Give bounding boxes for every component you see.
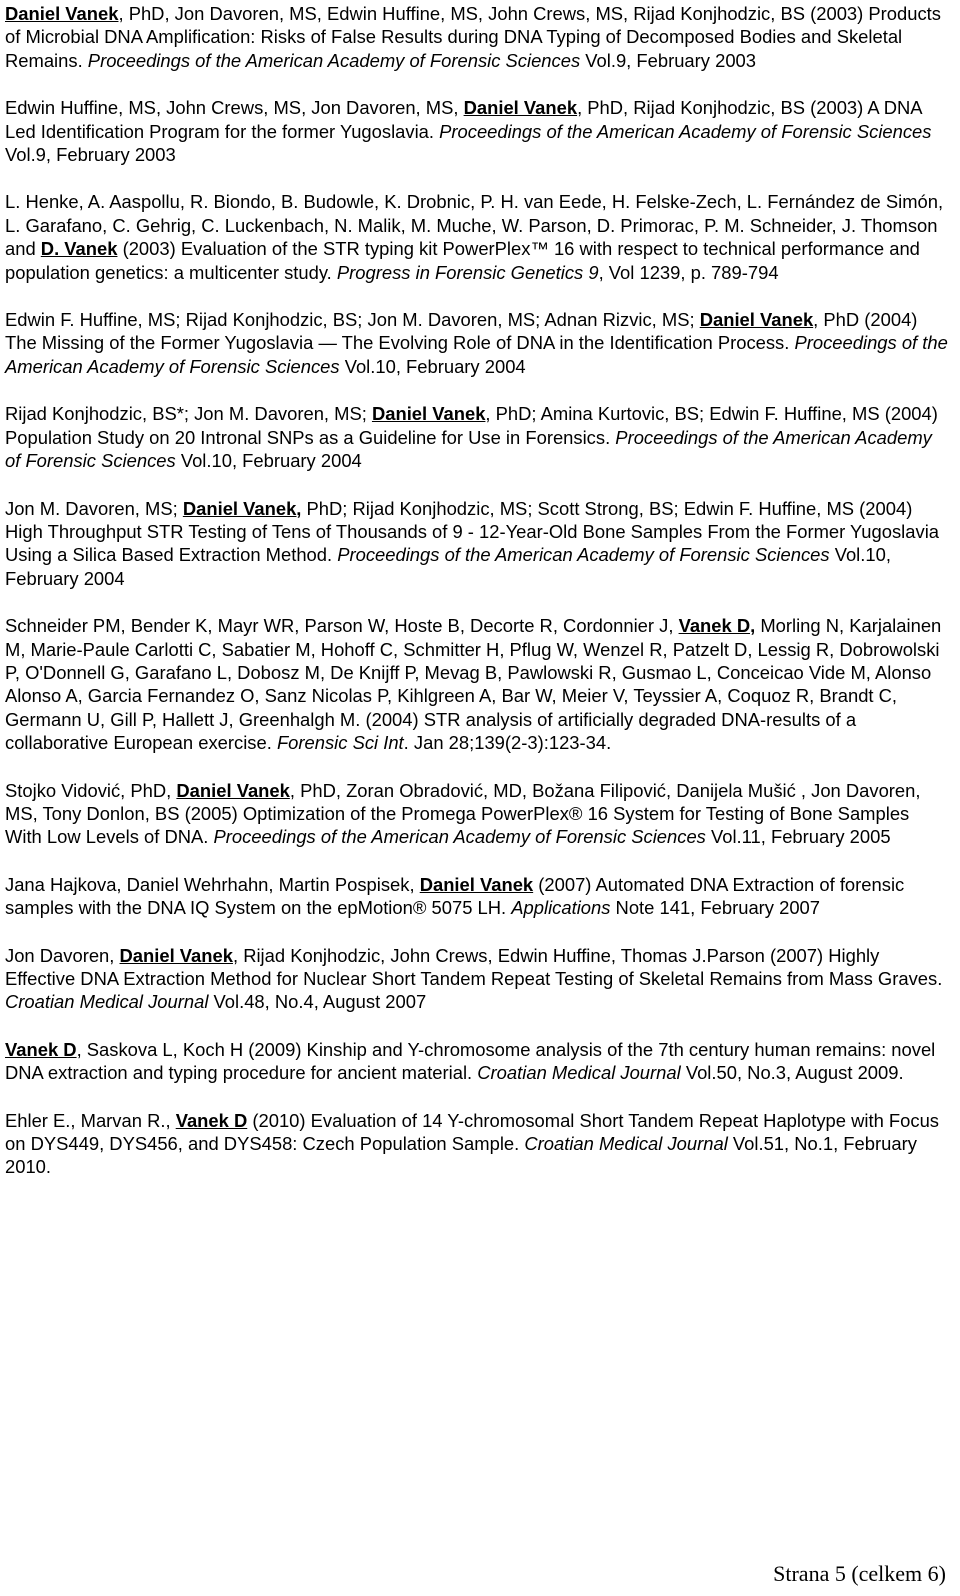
reference-segment: (2010) Evaluation of 14 Y-chromosomal Short Tandem Repeat Haplotype with Focus on DYS449, DYS456, and DYS458: Czech Population Sample.: [5, 1109, 939, 1155]
reference-segment: Jana Hajkova, Daniel Wehrhahn, Martin Pospisek,: [5, 873, 420, 895]
reference-segment: Edwin Huffine, MS, John Crews, MS, Jon Davoren, MS,: [5, 97, 464, 119]
reference-segment: . Jan 28;139(2-3):123-34.: [403, 732, 612, 754]
reference-segment: , PhD, Jon Davoren, MS, Edwin Huffine, MS, John Crews, MS, Rijad Konjhodzic, BS (2003) Products of Microbial DNA Amplification: Risks of False Results during DNA Typing of Decomposed Bodies and Skeletal Remains.: [5, 3, 941, 71]
journal-title: Progress in Forensic Genetics 9: [336, 261, 599, 283]
journal-title: Croatian Medical Journal: [5, 991, 209, 1013]
reference-item: [5, 497, 950, 591]
reference-segment: , Rijad Konjhodzic, John Crews, Edwin Huffine, Thomas J.Parson (2007) Highly Effective DNA Extraction Method for Nuclear Short Tandem Repeat Testing of Skeletal Remains from Mass Graves.: [5, 944, 943, 989]
author-highlight: Daniel Vanek: [371, 403, 486, 425]
author-highlight: Daniel Vanek: [119, 944, 233, 966]
reference-segment: , Saskova L, Koch H (2009) Kinship and Y-chromosome analysis of the 7th century human remains: novel DNA extraction and typing procedure for ancient material.: [5, 1038, 936, 1084]
reference-segment: L. Henke, A. Aaspollu, R. Biondo, B. Budowle, K. Drobnic, P. H. van Eede, H. Felske-Zech, L. Fernández de Simón, L. Garafano, C. Gehrig, C. Luckenbach, N. Malik, M. Muche, W. Parson, D. Primorac, P. M. Schneider, J. Thomson and: [5, 191, 944, 260]
journal-title: Proceedings of the American Academy of Forensic Sciences: [87, 49, 581, 71]
reference-segment: , PhD, Zoran Obradović, MD, Božana Filipović, Danijela Mušić , Jon Davoren, MS, Tony Donlon, BS (2005) Optimization of the Promega PowerPlex® 16 System for Testing of Bone Samples With Low Levels of DNA.: [5, 779, 921, 848]
reference-segment: Daniel Vanek: [5, 3, 119, 24]
reference-item: [5, 308, 950, 378]
reference-segment: Vol.10, February 2004: [5, 544, 891, 589]
reference-segment: Ehler E., Marvan R.,: [5, 1109, 176, 1131]
reference-segment: Stojko Vidović, PhD,: [5, 779, 177, 801]
reference-item: [5, 779, 950, 849]
reference-segment: , PhD (2004) The Missing of the Former Yugoslavia — The Evolving Role of DNA in the Identification Process.: [5, 309, 918, 354]
journal-title: Croatian Medical Journal: [477, 1062, 681, 1084]
reference-item: [5, 402, 950, 472]
reference-segment: Schneider PM, Bender K, Mayr WR, Parson W, Hoste B, Decorte R, Cordonnier J,: [5, 615, 679, 637]
journal-title: Croatian Medical Journal: [524, 1133, 728, 1155]
reference-item: [5, 614, 950, 754]
author-highlight: Daniel Vanek,: [182, 497, 302, 519]
author-highlight: Vanek D: [5, 1038, 77, 1060]
journal-title: Proceedings of the American Academy of Forensic Sciences: [213, 826, 706, 848]
reference-segment: Vol.48, No.4, August 2007: [208, 991, 427, 1013]
journal-title: Proceedings of the American Academy of Forensic Sciences: [439, 120, 932, 142]
page-number-footer: Strana 5 (celkem 6): [773, 1561, 946, 1586]
reference-segment: Edwin F. Huffine, MS; Rijad Konjhodzic, BS; Jon M. Davoren, MS; Adnan Rizvic, MS;: [5, 309, 700, 331]
reference-list: [5, 0, 950, 1203]
author-highlight: Vanek D: [175, 1109, 248, 1131]
reference-segment: Rijad Konjhodzic, BS*; Jon M. Davoren, MS;: [5, 403, 372, 425]
journal-title: Proceedings of the American Academy of Forensic Sciences: [5, 332, 948, 377]
reference-segment: (2007) Automated DNA Extraction of forensic samples with the DNA IQ System on the epMotion® 5075 LH.: [5, 873, 905, 919]
reference-segment: Vol.9, February 2003: [580, 49, 756, 71]
reference-segment: , PhD, Rijad Konjhodzic, BS (2003) A DNA Led Identification Program for the former Yugoslavia.: [5, 97, 922, 142]
author-highlight: Daniel Vanek: [699, 309, 814, 331]
reference-segment: Jon M. Davoren, MS;: [5, 497, 183, 519]
reference-segment: Vol.50, No.3, August 2009.: [680, 1062, 904, 1084]
journal-title: Proceedings of the American Academy of Forensic Sciences: [5, 426, 932, 472]
reference-segment: Vol.10, February 2004: [339, 355, 526, 377]
author-highlight: Vanek D,: [678, 615, 756, 637]
reference-segment: Morling N, Karjalainen M, Marie-Paule Carlotti C, Sabatier M, Hohoff C, Schmitter H, Pflug W, Wenzel R, Patzelt D, Lessig R, Dobrowolski P, O'Donnell G, Garafano L, Dobosz M, De Knijff P, Mevag B, Pawlowski R, Gusmao L, Conceicao Vide M, Alonso Alonso A, Garcia Fernandez O, Sanz Nicolas P, Kihlgreen A, Bar W, Meier V, Teyssier A, Coquoz R, Brandt C, Germann U, Gill P, Hallett J, Greenhalgh M. (2004) STR analysis of artificially degraded DNA-results of a collaborative European exercise.: [5, 615, 942, 754]
reference-segment: PhD; Rijad Konjhodzic, MS; Scott Strong, BS; Edwin F. Huffine, MS (2004) High Throughput STR Testing of Tens of Thousands of 9 - 12-Year-Old Bone Samples From the Former Yugoslavia Using a Silica Based Extraction Method.: [5, 497, 940, 566]
reference-segment: , PhD; Amina Kurtovic, BS; Edwin F. Huffine, MS (2004) Population Study on 20 Intronal SNPs as a Guideline for Use in Forensics.: [5, 403, 938, 448]
reference-segment: , Vol 1239, p. 789-794: [598, 261, 779, 283]
author-highlight: Daniel Vanek: [176, 779, 290, 801]
reference-item: [5, 1038, 950, 1085]
reference-segment: Vol.10, February 2004: [175, 450, 362, 472]
reference-item: [5, 2, 950, 72]
reference-segment: Vol.51, No.1, February 2010.: [5, 1133, 917, 1178]
reference-segment: (2003) Evaluation of the STR typing kit PowerPlex™ 16 with respect to technical performance and population genetics: a multicenter study.: [5, 238, 920, 283]
journal-title: Forensic Sci Int: [276, 732, 404, 754]
reference-segment: Jon Davoren,: [5, 944, 120, 966]
reference-item: [5, 96, 950, 166]
reference-segment: Vol.11, February 2005: [705, 826, 891, 848]
reference-segment: Note 141, February 2007: [610, 897, 821, 919]
reference-segment: Vol.9, February 2003: [5, 144, 176, 166]
reference-item: [5, 873, 950, 920]
reference-item: [5, 190, 950, 284]
journal-title: Proceedings of the American Academy of Forensic Sciences: [337, 544, 830, 566]
reference-item: [5, 944, 950, 1014]
journal-title: Applications: [511, 897, 611, 919]
author-highlight: Daniel Vanek: [463, 97, 578, 119]
author-highlight: D. Vanek: [40, 238, 118, 260]
author-highlight: Daniel Vanek: [419, 873, 534, 895]
reference-item: [5, 1109, 950, 1179]
